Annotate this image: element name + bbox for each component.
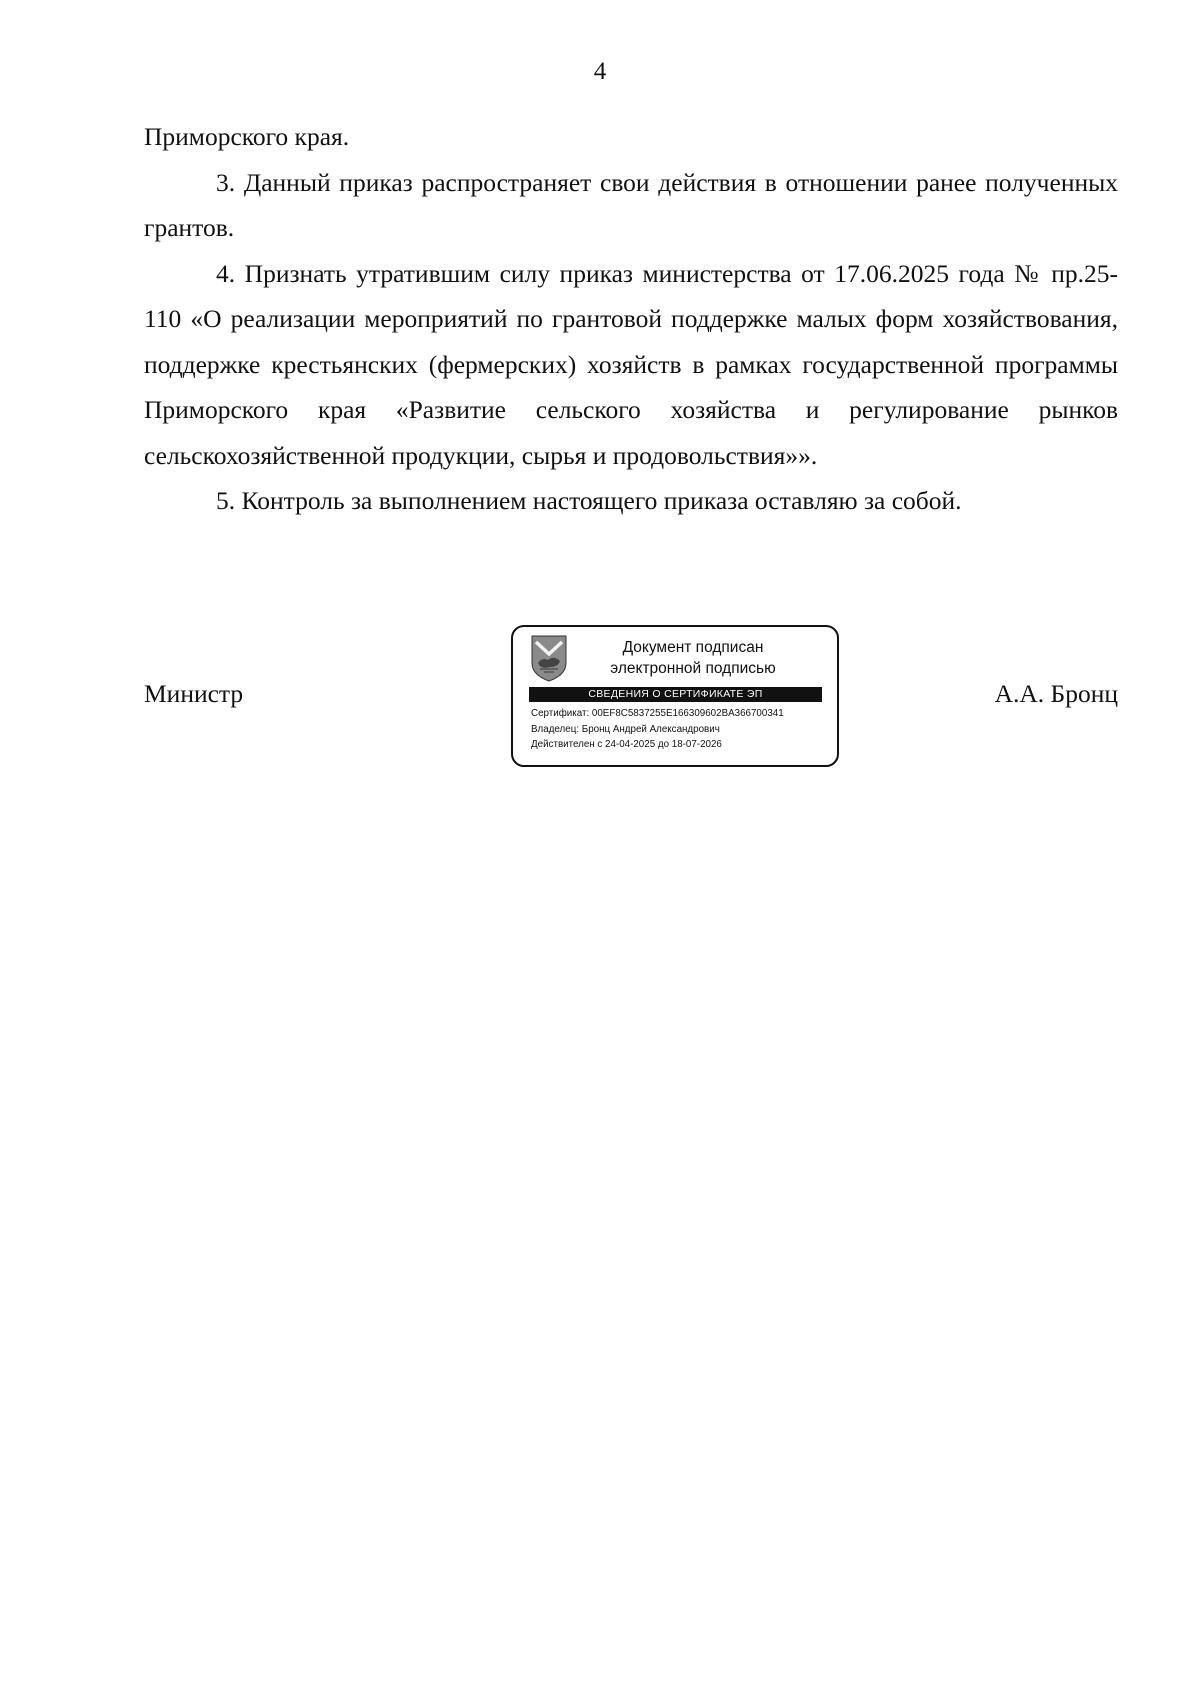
page-number: 4 [593,58,607,85]
paragraph-item-5: 5. Контроль за выполнением настоящего приказа оставляю за собой. [216,486,962,515]
certificate-owner: Владелец: Бронц Андрей Александрович [531,723,720,735]
certificate-number: Сертификат: 00EF8C5837255E166309602BA366700341 [531,708,784,719]
paragraph-item-4: 4. Признать утратившим силу приказ министерства от 17.06.2025 года № пр.25-110 «О реализации мероприятий по грантовой поддержке малых форм хозяйствования, поддержке крестьянских (фермерских) хозяйств в рамках государственной программы Приморского края «Развитие сельского хозяйства и регулирование рынков сельскохозяйственной продукции, сырья и продовольствия»». [144,258,1118,470]
stamp-title-line-2: электронной подписью [610,660,776,677]
electronic-signature-stamp [511,625,839,767]
certificate-details [531,706,831,753]
certificate-info-bar: СВЕДЕНИЯ О СЕРТИФИКАТЕ ЭП [529,687,822,702]
stamp-title-line-1: Документ подписан [622,639,764,656]
paragraph-continuation: Приморского края. [144,122,350,151]
signatory-name: А.А. Бронц [994,679,1118,708]
signatory-position: Министр [144,679,244,708]
document-body [144,114,1118,524]
stamp-title [573,637,813,679]
paragraph-item-3: 3. Данный приказ распространяет свои действия в отношении ранее полученных грантов. [144,167,1118,242]
coat-of-arms-icon [528,633,570,683]
certificate-validity: Действителен с 24-04-2025 до 18-07-2026 [531,739,722,750]
